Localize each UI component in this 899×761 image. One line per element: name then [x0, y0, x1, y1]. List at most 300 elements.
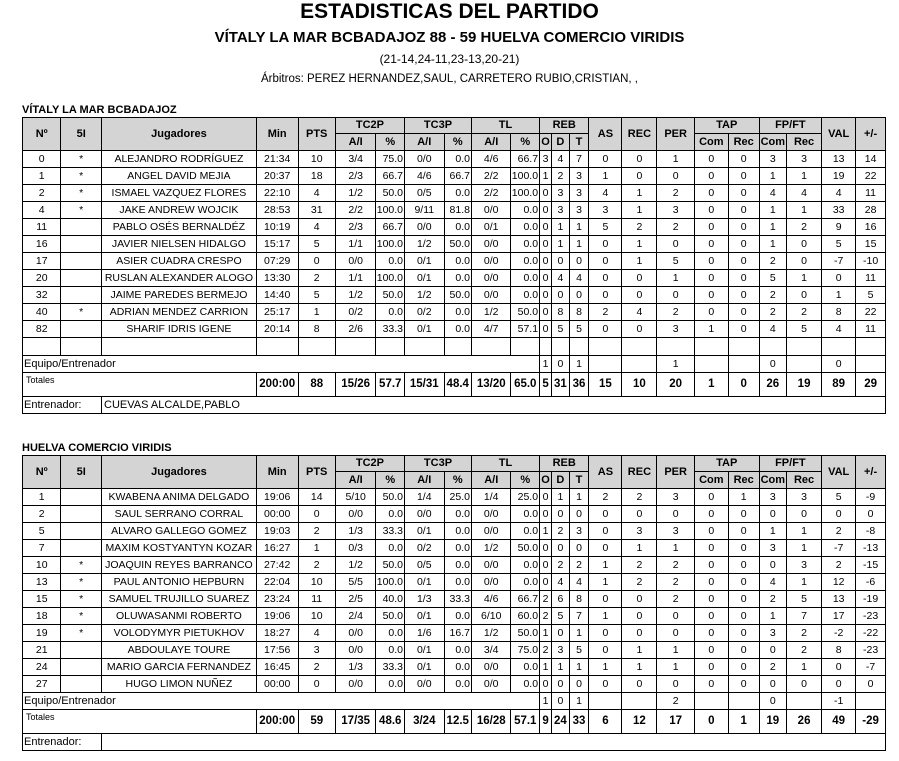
- player-tc2-ai: 5/10: [335, 489, 376, 506]
- col-header-val: VAL: [822, 456, 856, 489]
- player-fp: 5: [759, 270, 786, 287]
- player-tc3-ai: 1/2: [405, 236, 445, 253]
- player-val: 1: [822, 287, 856, 304]
- player-pm: 22: [856, 168, 886, 185]
- player-row: [23, 489, 886, 506]
- player-name: RUSLAN ALEXANDER ALOGO: [102, 270, 257, 287]
- player-rec: 1: [622, 202, 657, 219]
- player-o: 0: [540, 270, 552, 287]
- player-ft: 2: [787, 642, 822, 659]
- col-subheader-d: D: [552, 472, 570, 489]
- player-row: [23, 625, 886, 642]
- player-min: 19:06: [256, 489, 298, 506]
- player-d: 1: [552, 236, 570, 253]
- player-t: 0: [569, 676, 589, 693]
- player-pm: 11: [856, 270, 886, 287]
- player-tc3-ai: 0/1: [405, 659, 445, 676]
- player-val: 12: [822, 574, 856, 591]
- player-tc3-ai: 0/0: [405, 506, 445, 523]
- player-name: ANGEL DAVID MEJIA: [102, 168, 257, 185]
- player-val: 8: [822, 304, 856, 321]
- player-tc3-ai: 0/2: [405, 540, 445, 557]
- player-tap-rec: 0: [728, 557, 759, 574]
- player-tc3-pct: 0.0: [444, 270, 471, 287]
- player-tl-ai: 0/0: [471, 659, 511, 676]
- player-row: [23, 540, 886, 557]
- col-subheader-rec: Rec: [787, 134, 822, 151]
- player-num: 21: [23, 642, 61, 659]
- player-tap-rec: 0: [728, 574, 759, 591]
- player-tc2-pct: 50.0: [376, 287, 405, 304]
- player-name: KWABENA ANIMA DELGADO: [102, 489, 257, 506]
- player-row: [23, 236, 886, 253]
- coach-row: [23, 397, 886, 414]
- player-as: 0: [589, 540, 622, 557]
- player-tc3-ai: 0/1: [405, 321, 445, 338]
- player-fp: 1: [759, 523, 786, 540]
- player-five: *: [61, 591, 102, 608]
- col-subheader-pct: %: [511, 134, 540, 151]
- player-pm: 0: [856, 506, 886, 523]
- col-subheader-o: O: [540, 134, 552, 151]
- player-num: 7: [23, 540, 61, 557]
- player-d: 0: [552, 625, 570, 642]
- player-rec: 0: [622, 591, 657, 608]
- player-num: 18: [23, 608, 61, 625]
- player-o: 0: [540, 540, 552, 557]
- player-row: [23, 574, 886, 591]
- player-tap-rec: 0: [728, 659, 759, 676]
- team-reb-t: 1: [569, 693, 589, 710]
- player-tc2-ai: 5/5: [335, 574, 376, 591]
- stats-table-home: [22, 117, 886, 414]
- player-rec: 1: [622, 659, 657, 676]
- player-tc3-pct: 0.0: [444, 321, 471, 338]
- totals-tl-pct: 57.1: [511, 710, 540, 734]
- totals-ft: 19: [787, 373, 822, 397]
- player-tc3-ai: 0/0: [405, 151, 445, 168]
- player-fp: 3: [759, 625, 786, 642]
- player-tc3-ai: 0/2: [405, 304, 445, 321]
- empty-cell: [694, 356, 728, 373]
- player-rec: 2: [622, 489, 657, 506]
- player-tc3-ai: 9/11: [405, 202, 445, 219]
- player-five: *: [61, 304, 102, 321]
- player-rec: 0: [622, 321, 657, 338]
- player-tc2-ai: 2/3: [335, 219, 376, 236]
- player-tl-pct: 57.1: [511, 321, 540, 338]
- player-as: 1: [589, 608, 622, 625]
- player-val: 2: [822, 523, 856, 540]
- empty-cell: [589, 338, 622, 356]
- player-min: 22:04: [256, 574, 298, 591]
- player-d: 0: [552, 506, 570, 523]
- player-as: 0: [589, 253, 622, 270]
- player-tc3-pct: 0.0: [444, 185, 471, 202]
- team-fp: 0: [759, 693, 786, 710]
- player-tap-com: 1: [694, 321, 728, 338]
- empty-cell: [694, 338, 728, 356]
- player-name: SAMUEL TRUJILLO SUAREZ: [102, 591, 257, 608]
- quarter-partials: (21-14,24-11,23-13,20-21): [379, 52, 520, 66]
- player-five: [61, 676, 102, 693]
- player-tl-pct: 50.0: [511, 625, 540, 642]
- player-tc3-ai: 0/0: [405, 676, 445, 693]
- player-tc3-ai: 0/5: [405, 557, 445, 574]
- team-coach-row: [23, 693, 886, 710]
- player-five: *: [61, 557, 102, 574]
- player-tc2-pct: 50.0: [376, 557, 405, 574]
- col-header-starter: 5I: [61, 118, 102, 151]
- player-pm: 11: [856, 185, 886, 202]
- player-tc2-ai: 0/0: [335, 253, 376, 270]
- match-result: VÍTALY LA MAR BCBADAJOZ 88 - 59 HUELVA COMERCIO VIRIDIS: [214, 29, 685, 46]
- player-tap-com: 0: [694, 625, 728, 642]
- col-header-tap: TAP: [694, 118, 759, 134]
- player-per: 1: [657, 270, 694, 287]
- totals-tap-rec: 1: [728, 710, 759, 734]
- player-min: 17:56: [256, 642, 298, 659]
- player-min: 00:00: [256, 676, 298, 693]
- col-subheader-ai: A/I: [405, 472, 445, 489]
- player-o: 0: [540, 574, 552, 591]
- col-header-players: Jugadores: [102, 118, 257, 151]
- empty-cell: [511, 338, 540, 356]
- totals-tc2-ai: 15/26: [335, 373, 376, 397]
- col-header-val: VAL: [822, 118, 856, 151]
- player-pts: 10: [298, 574, 335, 591]
- player-ft: 5: [787, 591, 822, 608]
- player-tc2-ai: 0/0: [335, 676, 376, 693]
- stats-table-away: [22, 455, 886, 751]
- player-five: *: [61, 151, 102, 168]
- player-tl-ai: 3/4: [471, 642, 511, 659]
- player-tap-rec: 0: [728, 608, 759, 625]
- player-tap-rec: 0: [728, 591, 759, 608]
- player-min: 15:17: [256, 236, 298, 253]
- player-pm: -10: [856, 253, 886, 270]
- player-tc2-pct: 66.7: [376, 168, 405, 185]
- coach-label: Entrenador:: [23, 397, 102, 414]
- empty-row: [23, 338, 886, 356]
- col-header-reb: REB: [540, 118, 589, 134]
- player-per: 1: [657, 540, 694, 557]
- player-min: 20:14: [256, 321, 298, 338]
- player-tc3-pct: 0.0: [444, 676, 471, 693]
- player-tl-pct: 0.0: [511, 659, 540, 676]
- player-tc2-ai: 3/4: [335, 151, 376, 168]
- team-fp: 0: [759, 356, 786, 373]
- totals-label: Totales: [23, 373, 257, 397]
- player-tl-ai: 4/6: [471, 151, 511, 168]
- player-min: 19:03: [256, 523, 298, 540]
- player-tl-ai: 0/0: [471, 523, 511, 540]
- player-tc3-pct: 0.0: [444, 540, 471, 557]
- totals-min: 200:00: [256, 373, 298, 397]
- player-tl-pct: 100.0: [511, 185, 540, 202]
- empty-cell: [471, 338, 511, 356]
- player-as: 1: [589, 659, 622, 676]
- player-num: 4: [23, 202, 61, 219]
- player-tc3-ai: 0/1: [405, 523, 445, 540]
- player-num: 17: [23, 253, 61, 270]
- player-fp: 0: [759, 676, 786, 693]
- player-tc3-ai: 4/6: [405, 168, 445, 185]
- player-rec: 0: [622, 625, 657, 642]
- player-tl-ai: 1/2: [471, 540, 511, 557]
- player-name: JOAQUIN REYES BARRANCO: [102, 557, 257, 574]
- player-tc2-ai: 0/0: [335, 642, 376, 659]
- player-tl-ai: 1/2: [471, 304, 511, 321]
- player-t: 5: [569, 321, 589, 338]
- totals-t: 33: [569, 710, 589, 734]
- col-subheader-rec: Rec: [787, 472, 822, 489]
- player-as: 2: [589, 304, 622, 321]
- player-o: 0: [540, 236, 552, 253]
- player-tl-pct: 60.0: [511, 608, 540, 625]
- player-val: 17: [822, 608, 856, 625]
- player-tc2-ai: 2/4: [335, 608, 376, 625]
- col-subheader-rec: Rec: [728, 472, 759, 489]
- player-per: 1: [657, 642, 694, 659]
- player-fp: 3: [759, 540, 786, 557]
- col-subheader-d: D: [552, 134, 570, 151]
- player-tl-ai: 0/0: [471, 574, 511, 591]
- player-pm: 14: [856, 151, 886, 168]
- col-header-tc2p: TC2P: [335, 456, 404, 472]
- player-tap-rec: 0: [728, 321, 759, 338]
- player-d: 0: [552, 287, 570, 304]
- player-as: 0: [589, 591, 622, 608]
- player-val: -2: [822, 625, 856, 642]
- player-per: 2: [657, 304, 694, 321]
- player-tap-com: 0: [694, 608, 728, 625]
- player-tl-ai: 0/0: [471, 506, 511, 523]
- player-pm: -19: [856, 591, 886, 608]
- player-tap-com: 0: [694, 574, 728, 591]
- player-num: 0: [23, 151, 61, 168]
- empty-cell: [787, 356, 822, 373]
- player-tc3-pct: 0.0: [444, 253, 471, 270]
- player-tap-rec: 0: [728, 523, 759, 540]
- player-o: 1: [540, 659, 552, 676]
- player-tl-pct: 50.0: [511, 304, 540, 321]
- player-row: [23, 659, 886, 676]
- player-pts: 14: [298, 489, 335, 506]
- player-tl-pct: 0.0: [511, 202, 540, 219]
- col-header-as: AS: [589, 118, 622, 151]
- player-five: [61, 506, 102, 523]
- player-pts: 2: [298, 557, 335, 574]
- player-d: 0: [552, 540, 570, 557]
- player-tc2-pct: 0.0: [376, 304, 405, 321]
- player-tc3-pct: 50.0: [444, 287, 471, 304]
- player-tc3-pct: 16.7: [444, 625, 471, 642]
- totals-per: 17: [657, 710, 694, 734]
- player-pts: 2: [298, 659, 335, 676]
- player-per: 1: [657, 151, 694, 168]
- totals-tc2-pct: 48.6: [376, 710, 405, 734]
- player-pts: 0: [298, 506, 335, 523]
- player-tc2-pct: 0.0: [376, 625, 405, 642]
- player-tl-pct: 0.0: [511, 219, 540, 236]
- player-fp: 0: [759, 557, 786, 574]
- player-tc2-pct: 33.3: [376, 321, 405, 338]
- player-ft: 0: [787, 676, 822, 693]
- player-row: [23, 185, 886, 202]
- player-tl-ai: 0/0: [471, 202, 511, 219]
- player-t: 3: [569, 168, 589, 185]
- player-rec: 2: [622, 219, 657, 236]
- player-per: 3: [657, 523, 694, 540]
- player-val: 33: [822, 202, 856, 219]
- col-header-num: Nº: [23, 118, 61, 151]
- player-tc3-ai: 0/5: [405, 185, 445, 202]
- player-ft: 3: [787, 557, 822, 574]
- col-subheader-ai: A/I: [471, 134, 511, 151]
- player-t: 7: [569, 608, 589, 625]
- totals-ft: 26: [787, 710, 822, 734]
- player-per: 0: [657, 625, 694, 642]
- totals-val: 49: [822, 710, 856, 734]
- player-tap-rec: 0: [728, 185, 759, 202]
- player-five: *: [61, 168, 102, 185]
- empty-cell: [728, 693, 759, 710]
- player-as: 0: [589, 642, 622, 659]
- player-row: [23, 557, 886, 574]
- col-header-starter: 5I: [61, 456, 102, 489]
- player-tap-rec: 0: [728, 253, 759, 270]
- player-val: 0: [822, 506, 856, 523]
- player-o: 0: [540, 676, 552, 693]
- player-min: 16:45: [256, 659, 298, 676]
- player-d: 4: [552, 270, 570, 287]
- player-tc2-pct: 50.0: [376, 608, 405, 625]
- player-tc2-ai: 2/3: [335, 168, 376, 185]
- coach-name: CUEVAS ALCALDE,PABLO: [102, 397, 886, 414]
- player-num: 82: [23, 321, 61, 338]
- player-tap-com: 0: [694, 506, 728, 523]
- team-val: 0: [822, 356, 856, 373]
- player-min: 18:27: [256, 625, 298, 642]
- player-tl-ai: 1/4: [471, 489, 511, 506]
- col-subheader-com: Com: [759, 134, 786, 151]
- player-tap-com: 0: [694, 168, 728, 185]
- team-per: 1: [657, 356, 694, 373]
- player-tc3-ai: 1/2: [405, 287, 445, 304]
- empty-cell: [23, 338, 61, 356]
- player-tap-rec: 1: [728, 489, 759, 506]
- team-reb-o: 1: [540, 356, 552, 373]
- player-tap-com: 0: [694, 185, 728, 202]
- player-as: 1: [589, 168, 622, 185]
- player-min: 14:40: [256, 287, 298, 304]
- player-five: [61, 489, 102, 506]
- col-header-rec: REC: [622, 456, 657, 489]
- player-o: 0: [540, 287, 552, 304]
- player-t: 0: [569, 506, 589, 523]
- player-as: 1: [589, 574, 622, 591]
- player-five: *: [61, 608, 102, 625]
- player-five: [61, 659, 102, 676]
- player-val: 13: [822, 151, 856, 168]
- player-tc3-pct: 33.3: [444, 591, 471, 608]
- totals-as: 15: [589, 373, 622, 397]
- player-d: 2: [552, 557, 570, 574]
- col-subheader-pct: %: [444, 472, 471, 489]
- player-tap-rec: 0: [728, 287, 759, 304]
- totals-tl-pct: 65.0: [511, 373, 540, 397]
- player-row: [23, 591, 886, 608]
- player-fp: 3: [759, 489, 786, 506]
- player-rec: 2: [622, 557, 657, 574]
- player-pts: 4: [298, 219, 335, 236]
- empty-cell: [335, 338, 376, 356]
- player-o: 0: [540, 489, 552, 506]
- player-pts: 5: [298, 236, 335, 253]
- coach-row: [23, 734, 886, 751]
- player-tap-rec: 0: [728, 506, 759, 523]
- player-fp: 2: [759, 253, 786, 270]
- player-tc3-ai: 0/1: [405, 253, 445, 270]
- col-header-fpft: FP/FT: [759, 118, 822, 134]
- player-tc3-pct: 0.0: [444, 304, 471, 321]
- player-tc3-pct: 0.0: [444, 219, 471, 236]
- empty-cell: [856, 693, 886, 710]
- player-ft: 0: [787, 236, 822, 253]
- player-tc2-ai: 0/3: [335, 540, 376, 557]
- player-d: 2: [552, 523, 570, 540]
- player-tc2-ai: 1/3: [335, 523, 376, 540]
- player-fp: 2: [759, 304, 786, 321]
- player-as: 5: [589, 219, 622, 236]
- player-tl-ai: 0/0: [471, 557, 511, 574]
- col-subheader-rec: Rec: [728, 134, 759, 151]
- totals-pts: 88: [298, 373, 335, 397]
- empty-cell: [102, 338, 257, 356]
- col-subheader-t: T: [569, 472, 589, 489]
- col-header-players: Jugadores: [102, 456, 257, 489]
- player-num: 40: [23, 304, 61, 321]
- player-tl-pct: 0.0: [511, 676, 540, 693]
- totals-pm: 29: [856, 373, 886, 397]
- empty-cell: [298, 338, 335, 356]
- player-per: 0: [657, 506, 694, 523]
- player-val: 19: [822, 168, 856, 185]
- player-pm: -13: [856, 540, 886, 557]
- player-tc2-pct: 0.0: [376, 676, 405, 693]
- player-tl-ai: 4/7: [471, 321, 511, 338]
- player-ft: 0: [787, 253, 822, 270]
- totals-tap-com: 1: [694, 373, 728, 397]
- player-tap-com: 0: [694, 489, 728, 506]
- col-subheader-t: T: [569, 134, 589, 151]
- totals-d: 24: [552, 710, 570, 734]
- player-tc2-ai: 0/0: [335, 506, 376, 523]
- player-pts: 4: [298, 185, 335, 202]
- player-pts: 5: [298, 287, 335, 304]
- player-five: [61, 236, 102, 253]
- player-tap-com: 0: [694, 270, 728, 287]
- player-d: 2: [552, 168, 570, 185]
- player-d: 0: [552, 253, 570, 270]
- player-min: 21:34: [256, 151, 298, 168]
- player-tc2-ai: 1/3: [335, 659, 376, 676]
- player-ft: 1: [787, 202, 822, 219]
- player-name: ALVARO GALLEGO GOMEZ: [102, 523, 257, 540]
- player-tc3-pct: 0.0: [444, 642, 471, 659]
- player-per: 0: [657, 608, 694, 625]
